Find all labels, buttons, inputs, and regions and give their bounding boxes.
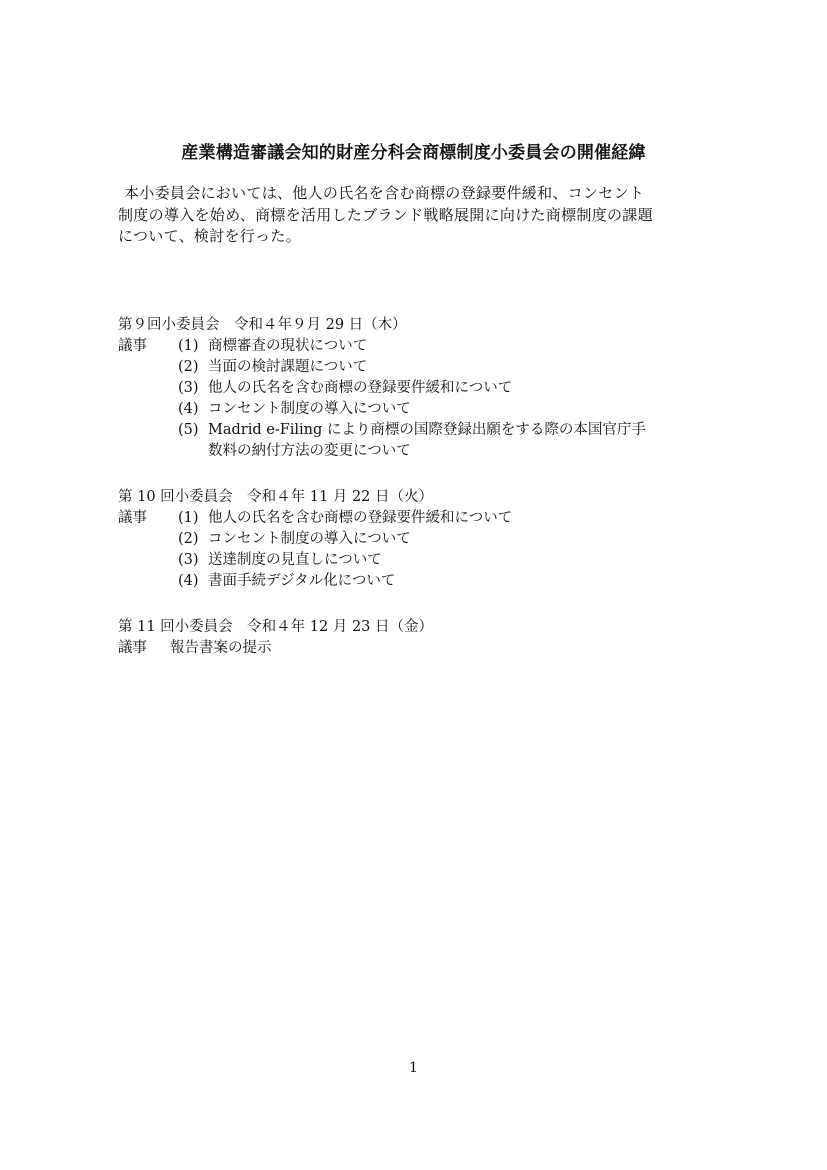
agenda-item [178,550,382,571]
meeting-heading: 第 11 回小委員会 令和４年 12 月 23 日（金） [118,619,434,635]
agenda-item-text: 書面手続デジタル化について [208,573,396,589]
agenda-item-text: コンセント制度の導入について [208,401,411,417]
agenda-item-number: (2) [178,359,199,375]
intro-paragraph [118,183,708,248]
agenda-item [178,529,411,550]
agenda-item-text: Madrid e-Filing により商標の国際登録出願をする際の本国官庁手 [208,422,646,438]
agenda-item [178,420,646,462]
meeting-11 [118,617,718,659]
agenda-label: 議事 [118,338,147,354]
meeting-9 [118,315,718,462]
agenda-item [178,336,367,357]
agenda-item-number: (5) [178,422,199,438]
agenda-item-text: 送達制度の見直しについて [208,552,382,568]
agenda-item-number: (1) [178,510,199,526]
agenda-item [178,378,512,399]
agenda-row [118,336,718,357]
meeting-10 [118,487,718,592]
agenda-item-number: (3) [178,552,199,568]
agenda-row [118,357,718,378]
agenda-item [178,508,512,529]
agenda-label: 議事 [118,510,147,526]
agenda-item-number: (4) [178,573,199,589]
document-title: 産業構造審議会知的財産分科会商標制度小委員会の開催経緯 [181,143,646,163]
intro-line: 本小委員会においては、他人の氏名を含む商標の登録要件緩和、コンセント [124,184,645,202]
agenda-item-number: (1) [178,338,199,354]
agenda-item-text: 商標審査の現状について [208,338,368,354]
page-number: 1 [409,1060,418,1076]
agenda-item-continuation: 数料の納付方法の変更について [208,443,411,459]
agenda-item-text: 他人の氏名を含む商標の登録要件緩和について [208,380,513,396]
agenda-item-number: (2) [178,531,199,547]
agenda-row [118,638,718,659]
meeting-heading: 第９回小委員会 令和４年９月 29 日（木） [118,317,407,333]
agenda-row [118,529,718,550]
agenda-row [118,550,718,571]
agenda-label: 議事 [118,640,147,656]
agenda-item [178,399,411,420]
intro-line: について、検討を行った。 [118,227,302,245]
agenda-row [118,508,718,529]
agenda-item-text: 他人の氏名を含む商標の登録要件緩和について [208,510,513,526]
agenda-item-text: 当面の検討課題について [208,359,368,375]
agenda-item-number: (4) [178,401,199,417]
agenda-row [118,571,718,592]
meeting-heading: 第 10 回小委員会 令和４年 11 月 22 日（火） [118,489,434,505]
agenda-row [118,420,718,462]
agenda-item [178,571,395,592]
agenda-row [118,399,718,420]
agenda-item [178,357,367,378]
intro-line: 制度の導入を始め、商標を活用したブランド戦略展開に向けた商標制度の課題 [118,205,653,224]
agenda-item-number: (3) [178,380,199,396]
agenda-row [118,378,718,399]
agenda-item-text: コンセント制度の導入について [208,531,411,547]
agenda-item-text: 報告書案の提示 [170,640,272,656]
